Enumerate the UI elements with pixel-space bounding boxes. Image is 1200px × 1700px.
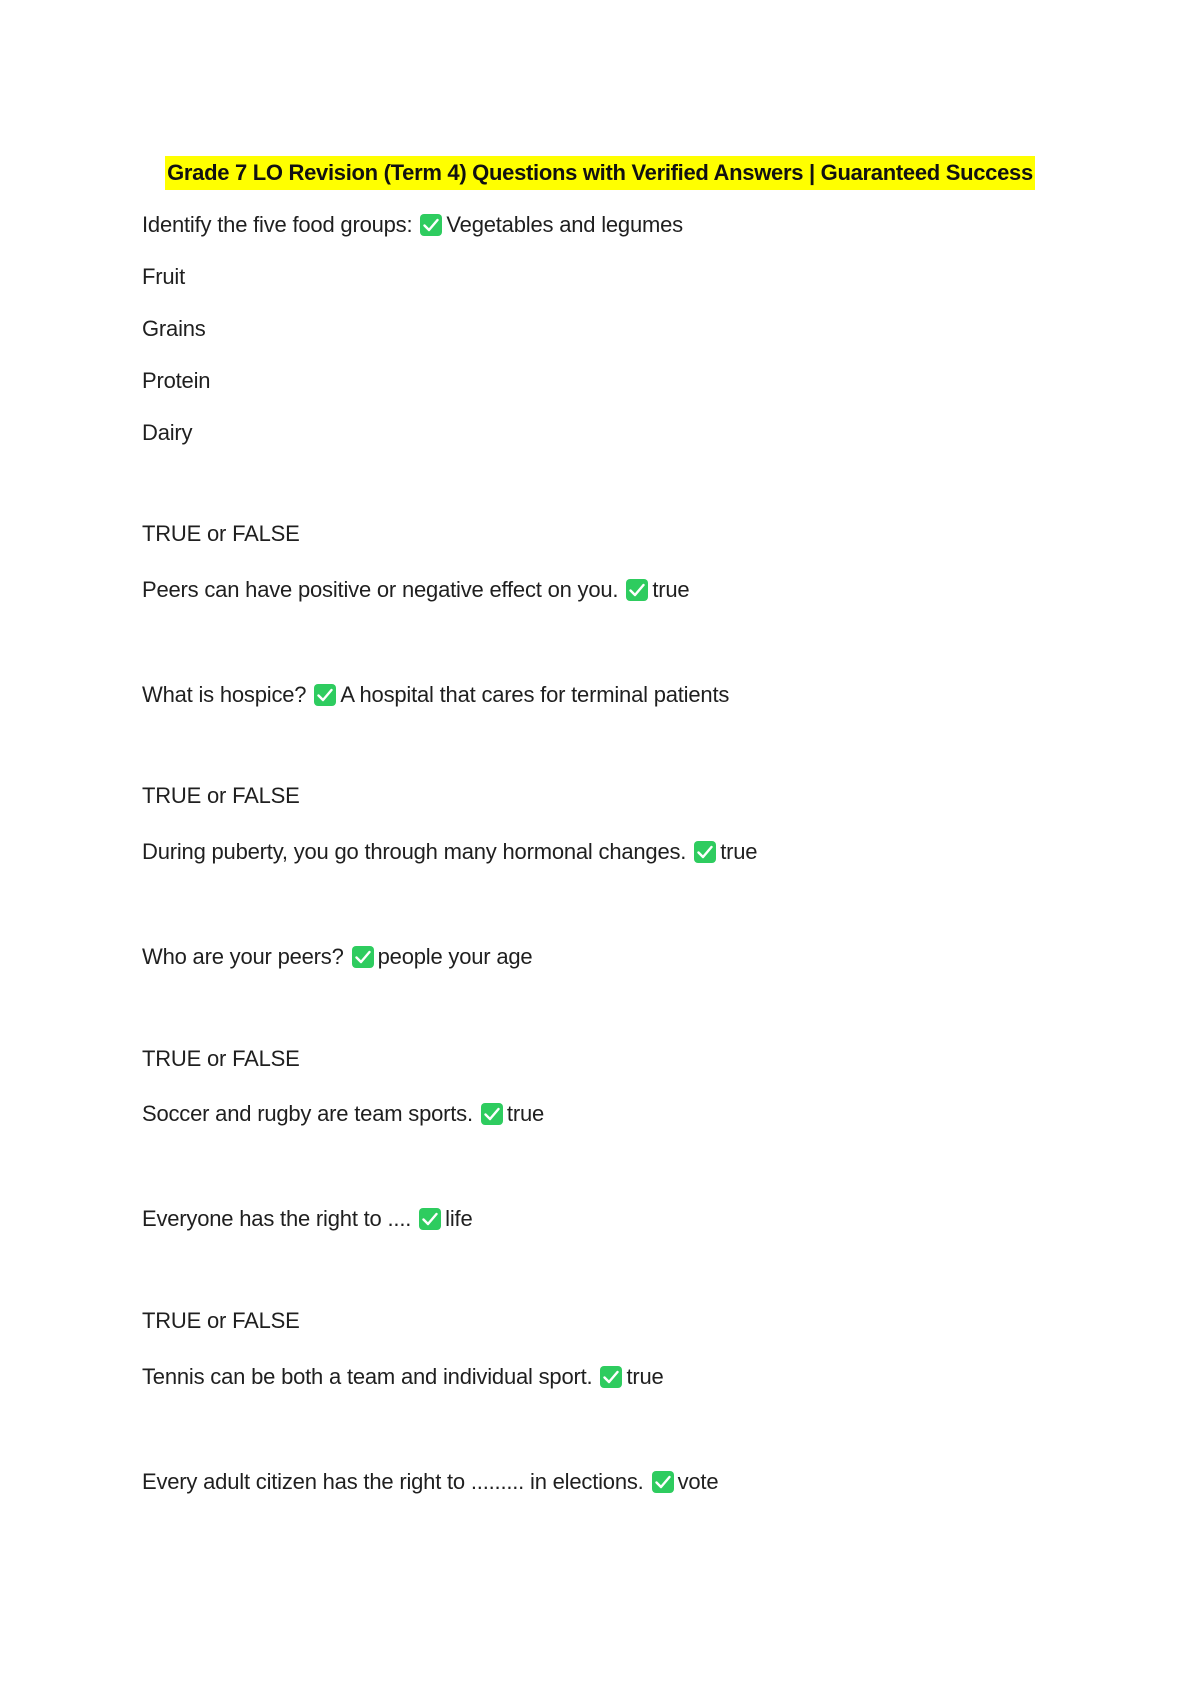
check-box-icon bbox=[694, 841, 716, 863]
answer-text: true bbox=[652, 577, 690, 602]
answer-text: Vegetables and legumes bbox=[446, 212, 683, 237]
answer-line: Fruit bbox=[142, 264, 186, 289]
question-line bbox=[142, 1467, 718, 1497]
question-text: What is hospice? bbox=[142, 682, 307, 707]
check-box-icon bbox=[419, 1208, 441, 1230]
question-line bbox=[142, 942, 532, 972]
check-box-icon bbox=[626, 579, 648, 601]
question-line bbox=[142, 680, 729, 710]
question-text: Who are your peers? bbox=[142, 944, 344, 969]
section-label: TRUE or FALSE bbox=[142, 783, 300, 808]
question-text: Identify the five food groups: bbox=[142, 212, 413, 237]
answer-line: Grains bbox=[142, 316, 206, 341]
answer-line: Protein bbox=[142, 368, 211, 393]
check-box-icon bbox=[420, 214, 442, 236]
title-container bbox=[0, 156, 1200, 190]
answer-text: true bbox=[626, 1364, 664, 1389]
answer-text: true bbox=[720, 839, 758, 864]
answer-text: vote bbox=[677, 1469, 719, 1494]
question-line bbox=[142, 1362, 664, 1392]
section-label: TRUE or FALSE bbox=[142, 1308, 300, 1333]
question-line bbox=[142, 1204, 472, 1234]
answer-text: life bbox=[445, 1206, 473, 1231]
question-text: During puberty, you go through many hormonal changes. bbox=[142, 839, 687, 864]
question-text: Soccer and rugby are team sports. bbox=[142, 1101, 473, 1126]
question-text: Every adult citizen has the right to ......... in elections. bbox=[142, 1469, 644, 1494]
check-box-icon bbox=[352, 946, 374, 968]
answer-text: people your age bbox=[377, 944, 533, 969]
question-text: Peers can have positive or negative effect on you. bbox=[142, 577, 619, 602]
answer-line: Dairy bbox=[142, 420, 193, 445]
question-line bbox=[142, 575, 689, 605]
check-box-icon bbox=[481, 1103, 503, 1125]
answer-text: true bbox=[506, 1101, 545, 1126]
check-box-icon bbox=[600, 1366, 622, 1388]
section-label: TRUE or FALSE bbox=[142, 521, 300, 546]
answer-text: A hospital that cares for terminal patients bbox=[340, 682, 730, 707]
question-line bbox=[142, 210, 683, 240]
check-box-icon bbox=[652, 1471, 674, 1493]
question-line bbox=[142, 1099, 544, 1129]
question-text: Everyone has the right to .... bbox=[142, 1206, 412, 1231]
question-text: Tennis can be both a team and individual sport. bbox=[142, 1364, 593, 1389]
question-line bbox=[142, 837, 757, 867]
section-label: TRUE or FALSE bbox=[142, 1046, 300, 1071]
document-title: Grade 7 LO Revision (Term 4) Questions with Verified Answers | Guaranteed Success bbox=[165, 156, 1035, 190]
check-box-icon bbox=[314, 684, 336, 706]
